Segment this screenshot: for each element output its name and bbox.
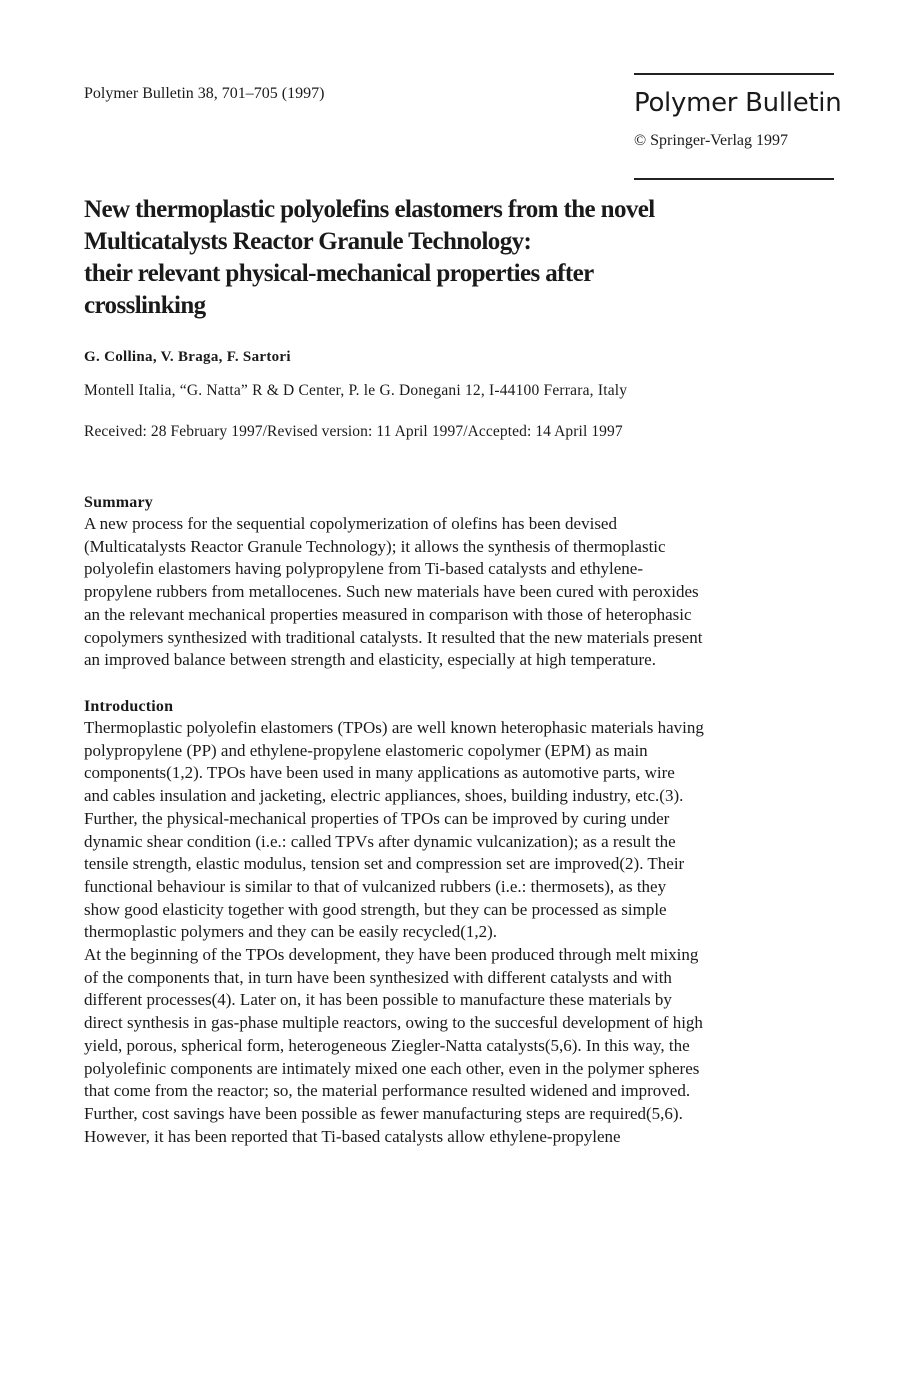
introduction-line: show good elasticity together with good strength, but they can be processed as simple: [84, 899, 667, 919]
journal-masthead: [634, 73, 842, 180]
introduction-heading: Introduction: [84, 698, 174, 715]
introduction-line: Further, the physical-mechanical properties of TPOs can be improved by curing under: [84, 808, 670, 828]
journal-copyright: © Springer-Verlag 1997: [634, 132, 789, 149]
introduction-line: Thermoplastic polyolefin elastomers (TPOs) are well known heterophasic materials having: [84, 718, 704, 737]
summary-line: polyolefin elastomers having polypropylene from Ti-based catalysts and ethylene-: [84, 559, 643, 579]
introduction-line: polypropylene (PP) and ethylene-propylene elastomeric copolymer (EPM) as main: [84, 740, 648, 760]
introduction-line: tensile strength, elastic modulus, tension set and compression set are improved(2). Their: [84, 854, 685, 874]
introduction-line: components(1,2). TPOs have been used in many applications as automotive parts, wire: [84, 763, 675, 783]
summary-line: (Multicatalysts Reactor Granule Technology); it allows the synthesis of thermoplastic: [84, 536, 666, 556]
summary-heading: Summary: [84, 494, 153, 511]
introduction-line: functional behaviour is similar to that of vulcanized rubbers (i.e.: thermosets), as they: [84, 876, 667, 896]
title-line: crosslinking: [84, 292, 206, 319]
summary-body: [84, 513, 844, 672]
summary-line: A new process for the sequential copolymerization of olefins has been devised: [84, 514, 617, 533]
introduction-line: direct synthesis in gas-phase multiple reactors, owing to the succesful development of high: [84, 1013, 703, 1033]
introduction-line: However, it has been reported that Ti-based catalysts allow ethylene-propylene: [84, 1126, 621, 1146]
introduction-body: [84, 717, 844, 1148]
introduction-line: dynamic shear condition (i.e.: called TPVs after dynamic vulcanization); as a result the: [84, 831, 676, 851]
summary-line: copolymers synthesized with traditional catalysts. It resulted that the new materials present: [84, 627, 703, 647]
citation-line: Polymer Bulletin 38, 701–705 (1997): [84, 85, 325, 102]
title-line: their relevant physical-mechanical properties after: [84, 260, 594, 287]
introduction-line: that come from the reactor; so, the material performance resulted widened and improved.: [84, 1081, 691, 1101]
introduction-line: At the beginning of the TPOs development, they have been produced through melt mixing: [84, 945, 699, 965]
title-line: Multicatalysts Reactor Granule Technology:: [84, 228, 532, 255]
journal-name: Polymer Bulletin: [634, 88, 842, 118]
introduction-line: different processes(4). Later on, it has been possible to manufacture these materials by: [84, 990, 672, 1010]
introduction-line: of the components that, in turn have been synthesized with different catalysts and with: [84, 967, 672, 987]
summary-line: an the relevant mechanical properties measured in comparison with those of heterophasic: [84, 604, 692, 624]
title-line: New thermoplastic polyolefins elastomers from the novel: [84, 196, 655, 223]
affiliation: Montell Italia, “G. Natta” R & D Center, P. le G. Donegani 12, I-44100 Ferrara, Italy: [84, 382, 628, 399]
summary-line: an improved balance between strength and elasticity, especially at high temperature.: [84, 650, 656, 670]
introduction-line: yield, porous, spherical form, heterogeneous Ziegler-Natta catalysts(5,6). In this way, the: [84, 1035, 690, 1055]
author-list: G. Collina, V. Braga, F. Sartori: [84, 349, 291, 365]
article-title: [84, 194, 804, 322]
summary-line: propylene rubbers from metallocenes. Such new materials have been cured with peroxides: [84, 582, 699, 602]
introduction-line: thermoplastic polymers and they can be easily recycled(1,2).: [84, 922, 498, 942]
introduction-line: polyolefinic components are intimately mixed one each other, even in the polymer spheres: [84, 1058, 700, 1078]
received-dates: Received: 28 February 1997/Revised version: 11 April 1997/Accepted: 14 April 1997: [84, 423, 623, 440]
introduction-line: Further, cost savings have been possible as fewer manufacturing steps are required(5,6).: [84, 1103, 683, 1123]
introduction-line: and cables insulation and jacketing, electric appliances, shoes, building industry, etc.(3).: [84, 786, 684, 806]
